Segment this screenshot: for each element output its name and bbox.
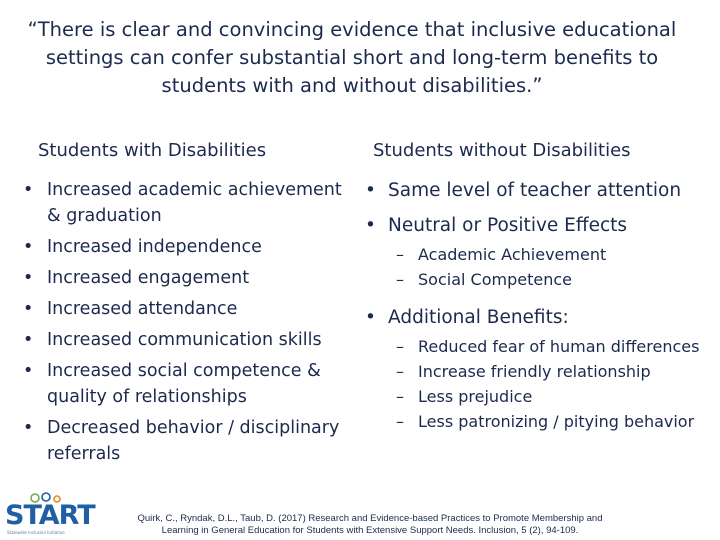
list-item bbox=[362, 213, 702, 291]
start-logo bbox=[5, 492, 95, 538]
list-item-label: Neutral or Positive Effects bbox=[388, 215, 628, 236]
sub-list bbox=[388, 336, 702, 433]
sub-list-item: – Less patronizing / pitying behavior bbox=[388, 411, 702, 433]
list-item: • Increased academic achievement & graduation bbox=[20, 177, 350, 229]
sub-list-item: – Increase friendly relationship bbox=[388, 361, 702, 383]
heading-students-without-disabilities: Students without Disabilities bbox=[373, 140, 631, 161]
list-item bbox=[362, 178, 702, 203]
without-disabilities-list bbox=[362, 178, 702, 433]
logo-text: START bbox=[5, 500, 95, 531]
logo-tagline: Statewide Inclusion Initiative bbox=[7, 530, 65, 535]
quote-title: “There is clear and convincing evidence that inclusive educational settings can confer substantial short and long-term benefits to students with and without disabilities.” bbox=[27, 18, 677, 97]
list-item: • Increased engagement bbox=[20, 265, 350, 291]
heading-students-with-disabilities: Students with Disabilities bbox=[38, 140, 267, 161]
citation-line-1: Quirk, C., Ryndak, D.L., Taub, D. (2017) Research and Evidence-based Practices to Promote Membership and bbox=[137, 513, 603, 524]
sub-list-item: – Less prejudice bbox=[388, 386, 702, 408]
list-item-label: Additional Benefits: bbox=[388, 307, 569, 328]
with-disabilities-list bbox=[20, 177, 350, 472]
list-item-label: Same level of teacher attention bbox=[388, 180, 682, 201]
list-item: • Increased attendance bbox=[20, 296, 350, 322]
sub-list bbox=[388, 244, 702, 291]
sub-list-item: – Social Competence bbox=[388, 269, 702, 291]
citation-line-2: Learning in General Education for Students with Extensive Support Needs. Inclusion, 5 (2), 94-109. bbox=[161, 525, 579, 536]
list-item: • Decreased behavior / disciplinary referrals bbox=[20, 415, 350, 467]
list-item: • Increased independence bbox=[20, 234, 350, 260]
sub-list-item: – Academic Achievement bbox=[388, 244, 702, 266]
sub-list-item: – Reduced fear of human differences bbox=[388, 336, 702, 358]
list-item: • Increased social competence & quality of relationships bbox=[20, 358, 350, 410]
list-item: • Increased communication skills bbox=[20, 327, 350, 353]
list-item bbox=[362, 305, 702, 433]
citation bbox=[90, 513, 650, 537]
